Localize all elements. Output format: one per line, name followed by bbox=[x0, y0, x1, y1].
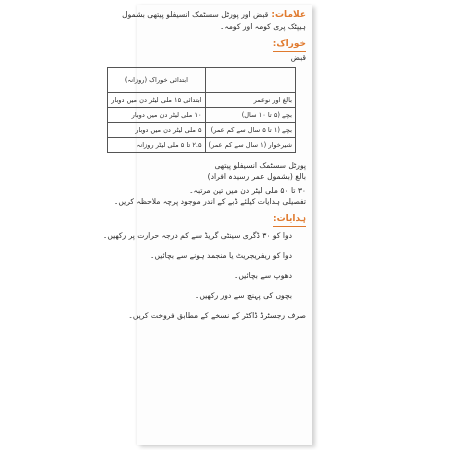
list-item: بچوں کی پہنچ سے دور رکھیں۔ bbox=[194, 291, 292, 300]
directions-title: ہدایات bbox=[276, 214, 306, 224]
table-cell: ابتدائی ۱۵ ملی لیٹر دن میں دوبار bbox=[108, 93, 205, 108]
indications-title: علامات bbox=[275, 10, 306, 20]
list-item: صرف رجسٹرڈ ڈاکٹر کے نسخے کے مطابق فروخت کریں۔ bbox=[128, 311, 306, 320]
list-item: دھوپ سے بچائیں۔ bbox=[233, 271, 292, 280]
table-row bbox=[108, 138, 296, 153]
table-header-cell bbox=[205, 68, 295, 93]
table-header-row bbox=[108, 68, 296, 93]
constipation-subtitle: قبض bbox=[290, 53, 306, 62]
indications-line-2: ہیپٹک پری کومہ اور کومہ۔ bbox=[219, 22, 306, 31]
table-cell: ۱۰ ملی لیٹر دن میں دوبار bbox=[108, 108, 205, 123]
leaflet-content bbox=[102, 9, 306, 321]
dosage-title: خوراک bbox=[276, 39, 306, 49]
table-cell: بچے (۱ تا ۵ سال سے کم عمر) bbox=[205, 123, 295, 138]
medicine-leaflet bbox=[102, 5, 312, 445]
table-cell: بالغ اور نوعمر bbox=[205, 93, 295, 108]
dosage-heading: خوراک: bbox=[143, 38, 306, 52]
dosage-table bbox=[107, 67, 296, 153]
indications-text-1: قبض اور پورٹل سسٹمک انسیفلو پیتھی بشمول bbox=[122, 10, 269, 19]
pse-title: پورٹل سسٹمک انسیفلو پیتھی bbox=[214, 161, 306, 170]
indications-line-1: علامات: قبض اور پورٹل سسٹمک انسیفلو پیتھی بشمول bbox=[122, 10, 306, 20]
table-row bbox=[108, 108, 296, 123]
table-cell: ۵ ملی لیٹر دن میں دوبار bbox=[108, 123, 205, 138]
pse-dose-line: ۳۰ تا ۵۰ ملی لیٹر دن میں تین مرتبہ۔ bbox=[189, 186, 306, 195]
table-header-cell: ابتدائی خوراک (روزانہ) bbox=[108, 68, 205, 93]
list-item: دوا کو ۳۰ ڈگری سینٹی گریڈ سے کم درجہ حرارت پر رکھیں۔ bbox=[102, 231, 292, 240]
list-item: دوا کو ریفریجریٹ یا منجمد ہونے سے بچائیں۔ bbox=[150, 251, 292, 260]
table-cell: ۲.۵ تا ۵ ملی لیٹر روزانہ bbox=[108, 138, 205, 153]
table-cell: بچے (۵ تا ۱۰ سال) bbox=[205, 108, 295, 123]
table-cell: شیرخوار (۱ سال سے کم عمر) bbox=[205, 138, 295, 153]
leaflet-reference-line: تفصیلی ہدایات کیلئے ڈبے کے اندر موجود پرچہ ملاحظہ کریں۔ bbox=[113, 197, 306, 206]
table-row bbox=[108, 93, 296, 108]
directions-heading: ہدایات: bbox=[143, 213, 306, 227]
table-row bbox=[108, 123, 296, 138]
pse-adult-line: بالغ (بشمول عمر رسیدہ افراد) bbox=[207, 172, 306, 181]
